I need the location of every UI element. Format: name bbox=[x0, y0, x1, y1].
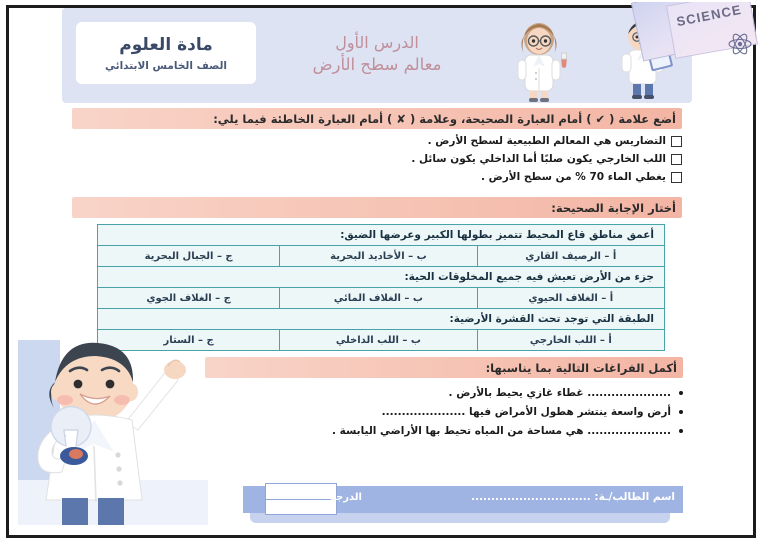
boy-scientist-bottom-illustration bbox=[18, 330, 208, 525]
question-stem-3: الطبقة التي توجد تحت القشرة الأرضية: bbox=[98, 309, 665, 330]
bullet-icon bbox=[679, 410, 683, 414]
table-row bbox=[98, 267, 665, 288]
statement-3: يغطي الماء 70 % من سطح الأرض . bbox=[480, 171, 666, 183]
section1-instruction-banner bbox=[72, 108, 682, 129]
option-2a[interactable]: أ – الغلاف الحيوي bbox=[477, 288, 664, 309]
lesson-name: معالم سطح الأرض bbox=[312, 54, 442, 74]
statement-2: اللب الخارجي يكون صلبًا أما الداخلي يكون سائل . bbox=[411, 153, 666, 165]
subject-grade: الصف الخامس الابتدائي bbox=[105, 59, 227, 72]
statement-1: التضاريس هي المعالم الطبيعية لسطح الأرض . bbox=[427, 135, 666, 147]
science-label: SCIENCE bbox=[675, 2, 744, 30]
checkbox-1[interactable] bbox=[671, 136, 682, 147]
true-false-row[interactable] bbox=[230, 132, 682, 150]
option-2c[interactable]: ج – الغلاف الجوي bbox=[98, 288, 280, 309]
subject-card bbox=[76, 22, 256, 84]
table-row bbox=[98, 309, 665, 330]
table-row bbox=[98, 288, 665, 309]
table-row bbox=[98, 225, 665, 246]
option-1b[interactable]: ب – الأخاديد البحرية bbox=[280, 246, 477, 267]
option-1c[interactable]: ج – الجبال البحرية bbox=[98, 246, 280, 267]
checkbox-2[interactable] bbox=[671, 154, 682, 165]
atom-icon bbox=[726, 30, 754, 58]
bullet-icon bbox=[679, 429, 683, 433]
true-false-row[interactable] bbox=[230, 150, 682, 168]
option-1a[interactable]: أ – الرصيف القاري bbox=[477, 246, 664, 267]
grade-label: الدرجة bbox=[330, 492, 362, 503]
blank-statement-1: ..................... غطاء غازي يحيط بالأرض . bbox=[448, 386, 671, 399]
question-stem-2: جزء من الأرض تعيش فيه جميع المخلوقات الحية: bbox=[98, 267, 665, 288]
section3-instruction-banner bbox=[205, 357, 683, 378]
section2-instruction: أختار الإجابة الصحيحة: bbox=[551, 200, 676, 215]
blank-statement-2: أرض واسعة ينتشر هطول الأمراض فيها ..................... bbox=[381, 405, 671, 418]
true-false-row[interactable] bbox=[230, 168, 682, 186]
grade-box-divider bbox=[266, 499, 336, 500]
question-stem-1: أعمق مناطق قاع المحيط تتميز بطولها الكبير وعرضها الضيق: bbox=[98, 225, 665, 246]
list-item[interactable] bbox=[236, 421, 683, 440]
option-3a[interactable]: أ – اللب الخارجي bbox=[477, 330, 664, 351]
list-item[interactable] bbox=[236, 402, 683, 421]
lesson-number: الدرس الأول bbox=[335, 32, 419, 52]
science-poster bbox=[630, 2, 758, 64]
section3-instruction: أكمل الفراغات التالية بما يناسبها: bbox=[485, 360, 677, 375]
true-false-list bbox=[230, 132, 682, 186]
checkbox-3[interactable] bbox=[671, 172, 682, 183]
lesson-title-block bbox=[262, 22, 492, 84]
list-item[interactable] bbox=[236, 383, 683, 402]
student-name-field[interactable]: اسم الطالب/ـة: .............................. bbox=[471, 491, 675, 503]
grade-box[interactable] bbox=[265, 483, 337, 515]
section2-instruction-banner bbox=[72, 197, 682, 218]
table-row bbox=[98, 246, 665, 267]
option-3c[interactable]: ج – الستار bbox=[98, 330, 280, 351]
girl-scientist-illustration bbox=[505, 20, 577, 102]
fill-blanks-list bbox=[236, 383, 683, 440]
blank-statement-3: ..................... هي مساحة من المياه تحيط بها الأراضي اليابسة . bbox=[331, 424, 671, 437]
option-2b[interactable]: ب – الغلاف المائي bbox=[280, 288, 477, 309]
section1-instruction: أضع علامة ( ✔ ) أمام العبارة الصحيحة، وعلامة ( ✘ ) أمام العبارة الخاطئة فيما يلي: bbox=[213, 111, 676, 126]
bullet-icon bbox=[679, 391, 683, 395]
option-3b[interactable]: ب – اللب الداخلي bbox=[280, 330, 477, 351]
subject-title: مادة العلوم bbox=[119, 34, 213, 55]
